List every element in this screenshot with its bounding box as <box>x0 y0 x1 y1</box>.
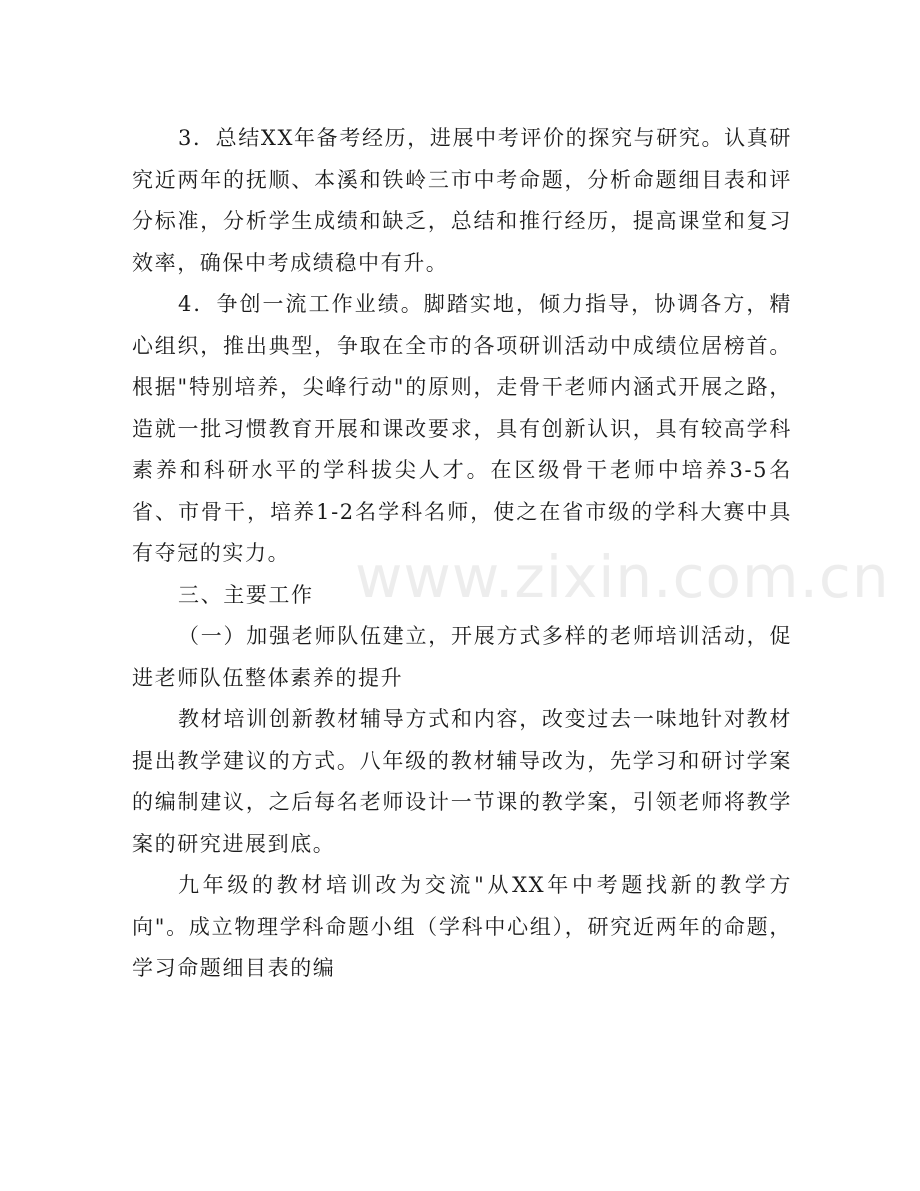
paragraph-item-4: 4．争创一流工作业绩。脚踏实地，倾力指导，协调各方，精心组织，推出典型，争取在全市的各项研训活动中成绩位居榜首。根据"特别培养，尖峰行动"的原则，走骨干老师内涵式开展之路，造就一批习惯教育开展和课改要求，具有创新认识，具有较高学科素养和科研水平的学科拔尖人才。在区级骨干老师中培养3-5名省、市骨干，培养1-2名学科名师，使之在省市级的学科大赛中具有夺冠的实力。 <box>132 292 792 565</box>
subsection-heading-teacher-team: （一）加强老师队伍建立，开展方式多样的老师培训活动，促进老师队伍整体素养的提升 <box>132 624 792 690</box>
paragraph-textbook-training: 教材培训创新教材辅导方式和内容，改变过去一味地针对教材提出教学建议的方式。八年级的教材辅导改为，先学习和研讨学案的编制建议，之后每名老师设计一节课的教学案，引领老师将教学案的研究进展到底。 <box>132 707 792 856</box>
document-page <box>132 118 792 990</box>
paragraph-item-3: 3．总结XX年备考经历，进展中考评价的探究与研究。认真研究近两年的抚顺、本溪和铁岭三市中考命题，分析命题细目表和评分标准，分析学生成绩和缺乏，总结和推行经历，提高课堂和复习效率，确保中考成绩稳中有升。 <box>132 126 792 275</box>
paragraph-grade-nine-training: 九年级的教材培训改为交流"从XX年中考题找新的教学方向"。成立物理学科命题小组（学科中心组），研究近两年的命题，学习命题细目表的编 <box>132 873 792 980</box>
section-heading-main-work: 三、主要工作 <box>178 582 314 607</box>
watermark-text: www.zixin.com.cn <box>355 543 890 611</box>
